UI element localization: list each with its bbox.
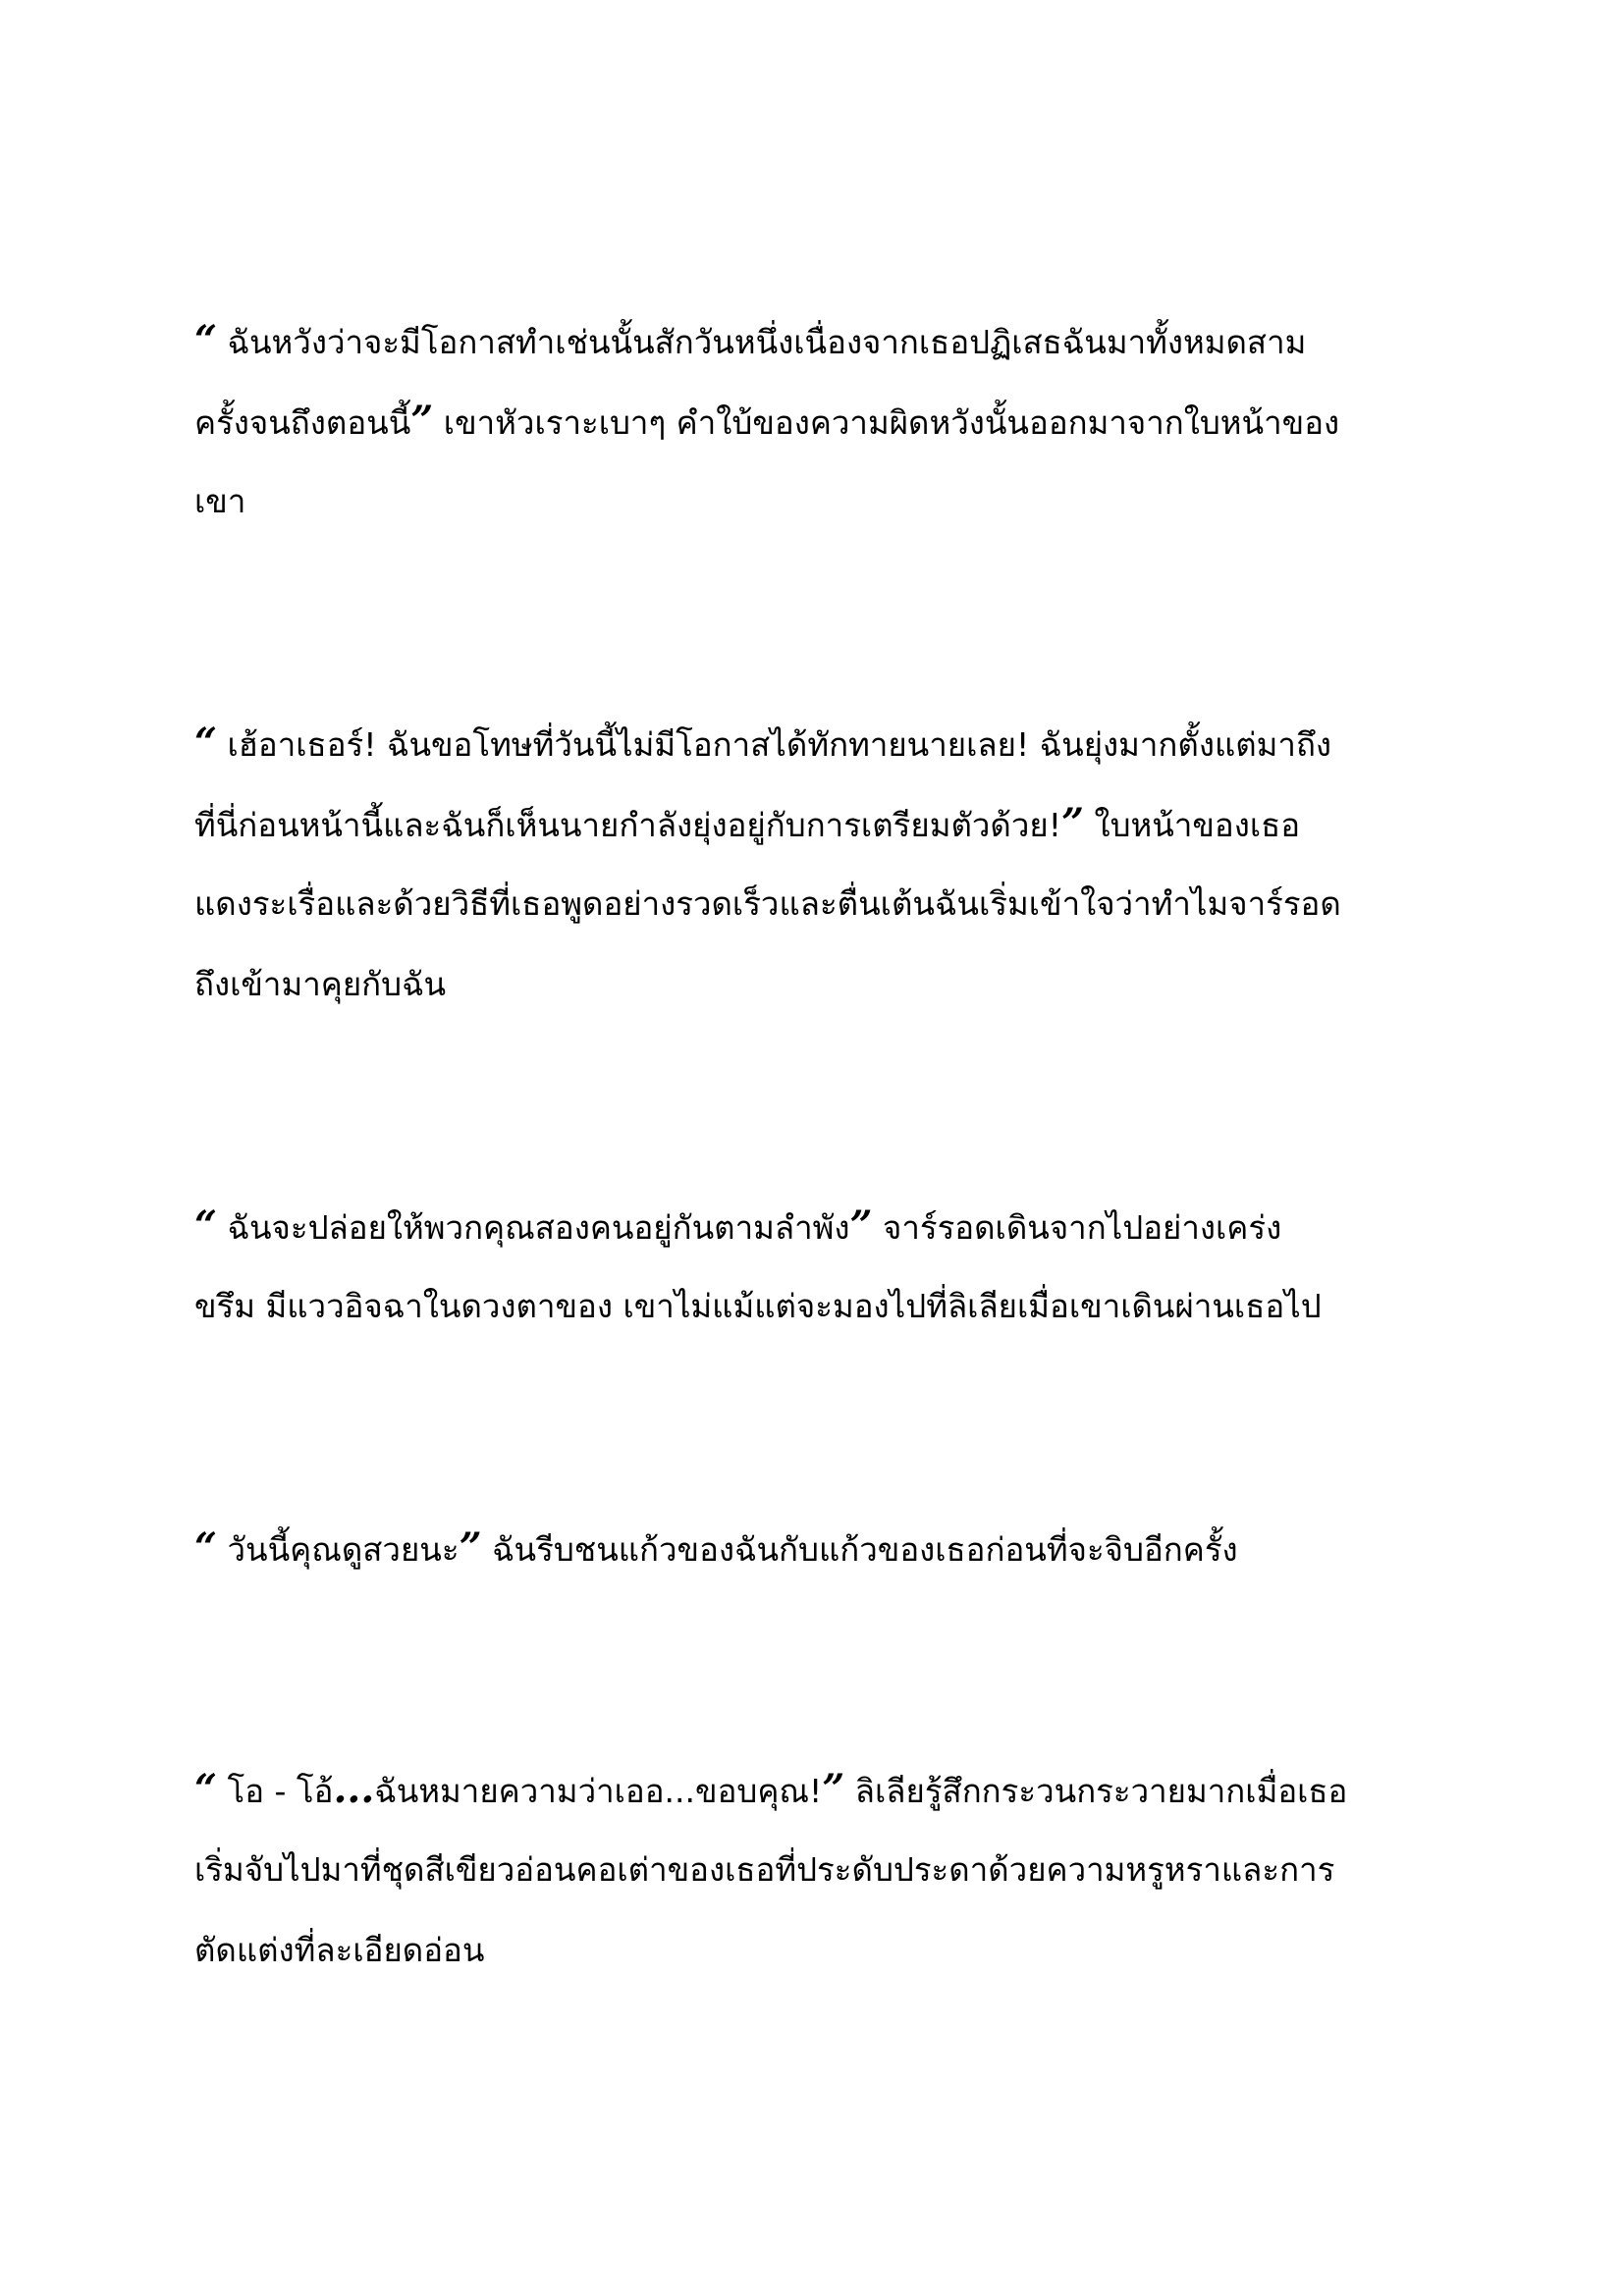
text-segment: เฮ้อาเธอร์! ฉันขอโทษที่วันนี้ไม่มีโอกาสได้ทักทายนายเลย! ฉันยุ่งมากตั้งแต่มาถึง bbox=[217, 725, 1332, 764]
text-segment: เริ่มจับไปมาที่ชุดสีเขียวอ่อนคอเต่าของเธอที่ประดับประดาด้วยความหรูหราและการ bbox=[194, 1850, 1335, 1889]
text-segment: แดงระเรื่อและด้วยวิธีที่เธอพูดอย่างรวดเร็วและตื่นเต้นฉันเริ่มเข้าใจว่าทำไมจาร์รอด bbox=[194, 884, 1341, 923]
text-segment: ลิเลียรู้สึกกระวนกระวายมากเมื่อเธอ bbox=[844, 1772, 1348, 1810]
text-line bbox=[194, 1910, 1441, 1991]
text-segment: ใบหน้าของเธอ bbox=[1083, 806, 1301, 844]
quote-mark: “ bbox=[194, 1766, 218, 1812]
quote-mark: “ bbox=[194, 1202, 218, 1249]
text-segment: ตัดแต่งที่ละเอียดอ่อน bbox=[194, 1931, 485, 1969]
paragraph-3 bbox=[194, 1186, 1441, 1347]
text-segment: ฉันรีบชนแก้วของฉันกับแก้วของเธอก่อนที่จะจิบอีกครั้ง bbox=[481, 1530, 1238, 1569]
text-line bbox=[194, 783, 1441, 864]
text-line bbox=[194, 381, 1441, 461]
text-line bbox=[194, 1508, 1441, 1588]
text-line bbox=[194, 864, 1441, 944]
text-line bbox=[194, 461, 1441, 542]
text-segment: ฉันหวังว่าจะมีโอกาสทำเช่นนั้นสักวันหนึ่งเนื่องจากเธอปฏิเสธฉันมาทั้งหมดสาม bbox=[217, 323, 1307, 361]
quote-mark: ” bbox=[410, 398, 434, 444]
text-segment: ถึงเข้ามาคุยกับฉัน bbox=[194, 965, 447, 1003]
text-line bbox=[194, 300, 1441, 381]
quote-mark: ” bbox=[459, 1524, 482, 1571]
quote-mark: ” bbox=[822, 1766, 845, 1812]
text-segment: ฉันหมายความว่าเออ...ขอบคุณ! bbox=[374, 1772, 823, 1810]
text-segment: เขาหัวเราะเบาๆ คำใบ้ของความผิดหวังนั้นออกมาจากใบหน้าของ bbox=[433, 403, 1340, 442]
text-line bbox=[194, 1830, 1441, 1910]
text-line bbox=[194, 944, 1441, 1025]
quote-mark: ” bbox=[849, 1202, 873, 1249]
quote-mark: “ bbox=[194, 317, 218, 363]
text-line bbox=[194, 1749, 1441, 1830]
text-segment: ครั้งจนถึงตอนนี้ bbox=[194, 403, 411, 442]
quote-mark: “ bbox=[194, 720, 218, 766]
quote-mark: ... bbox=[333, 1766, 375, 1812]
text-line bbox=[194, 1266, 1441, 1347]
text-segment: วันนี้คุณดูสวยนะ bbox=[217, 1530, 460, 1569]
quote-mark: “ bbox=[194, 1524, 218, 1571]
text-segment: ขรึม มีแววอิจฉาในดวงตาของ เขาไม่แม้แต่จะมองไปที่ลิเลียเมื่อเขาเดินผ่านเธอไป bbox=[194, 1287, 1322, 1325]
text-segment: ที่นี่ก่อนหน้านี้และฉันก็เห็นนายกำลังยุ่งอยู่กับการเตรียมตัวด้วย! bbox=[194, 806, 1061, 844]
quote-mark: ” bbox=[1060, 800, 1084, 846]
paragraph-2 bbox=[194, 703, 1441, 1025]
text-segment: โอ - โอ้ bbox=[217, 1772, 334, 1810]
paragraph-4 bbox=[194, 1508, 1441, 1588]
paragraph-1 bbox=[194, 300, 1441, 542]
paragraph-5 bbox=[194, 1749, 1441, 1991]
text-segment: จาร์รอดเดินจากไปอย่างเคร่ง bbox=[872, 1208, 1282, 1247]
text-segment: ฉันจะปล่อยให้พวกคุณสองคนอยู่กันตามลำพัง bbox=[217, 1208, 850, 1247]
text-line bbox=[194, 703, 1441, 783]
text-segment: เขา bbox=[194, 482, 246, 520]
text-line bbox=[194, 1186, 1441, 1266]
